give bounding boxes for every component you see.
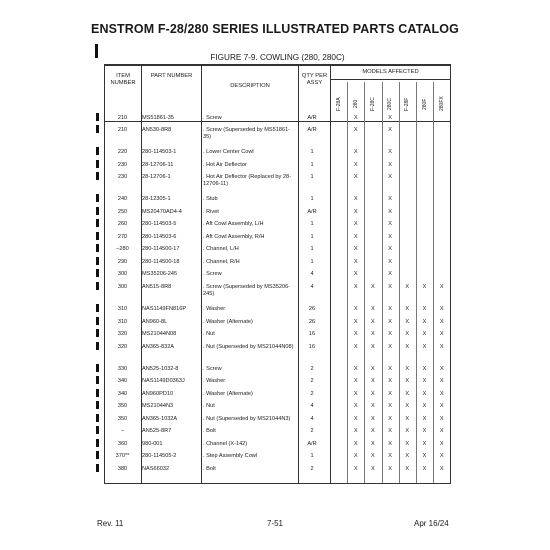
- item-number: 250: [117, 209, 128, 215]
- figure-title: FIGURE 7-9. COWLING (280, 280C): [104, 51, 451, 65]
- part-number: 28-12706-1: [142, 174, 171, 180]
- header-model-f-28f: F-28F: [404, 97, 411, 111]
- header-model-f-28c: F-28C: [369, 97, 376, 111]
- revision-bar: [96, 282, 99, 290]
- part-number: MS51861-35: [142, 115, 175, 121]
- model-applicability-mark: X: [353, 127, 358, 133]
- quantity: 2: [310, 366, 314, 372]
- part-number: AN960PD10: [142, 391, 174, 397]
- quantity: 2: [310, 378, 314, 384]
- model-applicability-mark: X: [371, 466, 375, 472]
- item-number: 210: [117, 115, 128, 121]
- model-applicability-mark: X: [388, 127, 392, 133]
- model-applicability-mark: X: [388, 162, 392, 168]
- model-applicability-mark: X: [422, 284, 427, 290]
- model-applicability-mark: X: [422, 378, 427, 384]
- model-applicability-mark: X: [353, 271, 358, 277]
- model-applicability-mark: X: [353, 115, 358, 121]
- part-number: MS35206-245: [142, 271, 178, 277]
- model-applicability-mark: X: [388, 209, 392, 215]
- quantity: 2: [310, 391, 314, 397]
- revision-bar: [96, 304, 99, 312]
- item-number: 310: [117, 306, 128, 312]
- model-applicability-mark: X: [439, 428, 444, 434]
- description: . Lower Center Cowl: [203, 149, 254, 155]
- quantity: 4: [310, 271, 314, 277]
- description: . Hot Air Deflector (Replaced by 28-12706-11): [203, 174, 291, 187]
- item-number: 260: [117, 221, 128, 227]
- model-applicability-mark: X: [371, 344, 375, 350]
- header-model-280f: 280F: [421, 98, 428, 110]
- quantity: 26: [308, 319, 316, 325]
- header-model-280fx: 280FX: [438, 96, 445, 112]
- model-applicability-mark: X: [405, 306, 410, 312]
- quantity: 1: [310, 453, 314, 459]
- model-applicability-mark: X: [422, 403, 427, 409]
- model-applicability-mark: X: [388, 259, 392, 265]
- header-model-280: 280: [352, 99, 359, 109]
- model-applicability-mark: X: [353, 306, 358, 312]
- item-number: –280: [116, 246, 129, 252]
- description: . Channel, R/H: [203, 259, 240, 265]
- item-number: 230: [117, 162, 128, 168]
- revision-bar: [96, 232, 99, 240]
- model-applicability-mark: X: [353, 221, 358, 227]
- item-number: 300: [117, 284, 128, 290]
- model-applicability-mark: X: [439, 366, 444, 372]
- part-number: 280-114505-2: [142, 453, 177, 459]
- footer-page-number: 7-51: [266, 519, 283, 528]
- model-applicability-mark: X: [353, 466, 358, 472]
- revision-bar: [96, 113, 99, 121]
- description: . Stub: [203, 196, 218, 202]
- quantity: 4: [310, 416, 314, 422]
- part-number: 28-12305-1: [142, 196, 171, 202]
- model-applicability-mark: X: [353, 209, 358, 215]
- model-applicability-mark: X: [388, 344, 392, 350]
- model-applicability-mark: X: [405, 344, 410, 350]
- model-applicability-mark: X: [371, 331, 375, 337]
- model-applicability-mark: X: [388, 115, 392, 121]
- description: . Washer: [203, 378, 226, 384]
- part-number: 280-114503-1: [142, 149, 177, 155]
- model-applicability-mark: X: [371, 378, 375, 384]
- model-applicability-mark: X: [439, 466, 444, 472]
- model-applicability-mark: X: [388, 378, 392, 384]
- model-applicability-mark: X: [422, 331, 427, 337]
- part-number: NAS66032: [142, 466, 170, 472]
- header-models-affected: MODELS AFFECTED: [362, 69, 419, 75]
- model-applicability-mark: X: [439, 284, 444, 290]
- part-number: AN365-832A: [142, 344, 175, 350]
- model-column-divider: [364, 82, 365, 483]
- model-applicability-mark: X: [353, 259, 358, 265]
- item-number: 290: [117, 259, 128, 265]
- model-applicability-mark: X: [405, 331, 410, 337]
- model-applicability-mark: X: [353, 378, 358, 384]
- model-applicability-mark: X: [405, 453, 410, 459]
- model-applicability-mark: X: [353, 174, 358, 180]
- revision-bar: [96, 160, 99, 168]
- model-applicability-mark: X: [422, 344, 427, 350]
- part-number: 280-114500-18: [142, 259, 180, 265]
- model-applicability-mark: X: [353, 403, 358, 409]
- model-applicability-mark: X: [422, 391, 427, 397]
- model-applicability-mark: X: [371, 428, 375, 434]
- item-number: 340: [117, 378, 128, 384]
- part-number: AN515-8R8: [142, 284, 172, 290]
- part-number: MS21044N3: [142, 403, 174, 409]
- quantity: 4: [310, 403, 314, 409]
- revision-bar: [96, 257, 99, 265]
- revision-bar: [96, 364, 99, 372]
- model-applicability-mark: X: [353, 234, 358, 240]
- model-applicability-mark: X: [422, 416, 427, 422]
- quantity: 1: [310, 174, 314, 180]
- model-applicability-mark: X: [371, 319, 375, 325]
- model-applicability-mark: X: [439, 378, 444, 384]
- model-applicability-mark: X: [405, 319, 410, 325]
- description: . Screw: [203, 271, 222, 277]
- header-model-f-28a: F-28A: [335, 97, 342, 111]
- model-applicability-mark: X: [439, 319, 444, 325]
- model-applicability-mark: X: [353, 391, 358, 397]
- model-applicability-mark: X: [422, 453, 427, 459]
- description: . Rivet: [203, 209, 219, 215]
- part-number: AN365-1032A: [142, 416, 178, 422]
- model-applicability-mark: X: [388, 149, 392, 155]
- quantity: 2: [310, 466, 314, 472]
- revision-bar: [96, 125, 99, 133]
- description: . Screw (Superseded by MS35206-245): [203, 284, 291, 297]
- description: . Nut: [203, 403, 215, 409]
- part-number: NAS1149D0363J: [142, 378, 185, 384]
- item-number: 370**: [115, 453, 130, 459]
- model-applicability-mark: X: [371, 441, 375, 447]
- footer-date: Apr 16/24: [414, 519, 449, 528]
- quantity: 1: [310, 259, 314, 265]
- quantity: A/R: [307, 441, 317, 447]
- model-applicability-mark: X: [353, 319, 358, 325]
- column-divider: [330, 66, 331, 483]
- header-qty: QTY PER ASSY: [301, 73, 328, 86]
- quantity: 1: [310, 234, 314, 240]
- models-header-divider: [330, 79, 450, 80]
- item-number: –: [120, 428, 125, 434]
- revision-bar: [96, 317, 99, 325]
- revision-bar: [96, 414, 99, 422]
- description: . Nut (Superseded by MS21044N3): [203, 416, 291, 422]
- model-applicability-mark: X: [405, 441, 410, 447]
- item-number: 300: [117, 271, 128, 277]
- quantity: 1: [310, 162, 314, 168]
- description: . Channel, L/H: [203, 246, 239, 252]
- part-number: MS20470AD4-4: [142, 209, 182, 215]
- model-applicability-mark: X: [405, 403, 410, 409]
- description: . Nut (Superseded by MS21044N08): [203, 344, 294, 350]
- model-applicability-mark: X: [388, 331, 392, 337]
- part-number: 280-114503-5: [142, 221, 177, 227]
- model-applicability-mark: X: [371, 453, 375, 459]
- model-applicability-mark: X: [353, 246, 358, 252]
- description: . Nut: [203, 331, 215, 337]
- model-applicability-mark: X: [388, 391, 392, 397]
- catalog-title: ENSTROM F-28/280 SERIES ILLUSTRATED PARTS CATALOG: [91, 22, 459, 36]
- model-applicability-mark: X: [371, 284, 375, 290]
- model-applicability-mark: X: [371, 306, 375, 312]
- model-applicability-mark: X: [388, 284, 392, 290]
- item-number: 310: [117, 319, 128, 325]
- model-applicability-mark: X: [439, 344, 444, 350]
- description: . Washer (Alternate): [203, 391, 253, 397]
- header-description: DESCRIPTION: [230, 83, 270, 89]
- item-number: 350: [117, 403, 128, 409]
- description: . Hot Air Deflector: [203, 162, 247, 168]
- revision-bar: [96, 451, 99, 459]
- model-applicability-mark: X: [371, 391, 375, 397]
- item-number: 270: [117, 234, 128, 240]
- model-applicability-mark: X: [422, 319, 427, 325]
- revision-bar: [96, 389, 99, 397]
- part-number: AN525-1032-8: [142, 366, 179, 372]
- header-model-280c: 280C: [387, 98, 394, 110]
- model-applicability-mark: X: [405, 391, 410, 397]
- item-number: 380: [117, 466, 128, 472]
- model-applicability-mark: X: [353, 344, 358, 350]
- revision-bar: [96, 244, 99, 252]
- quantity: 1: [310, 149, 314, 155]
- quantity: A/R: [307, 209, 317, 215]
- part-number: 28-12706-11: [142, 162, 174, 168]
- model-applicability-mark: X: [439, 331, 444, 337]
- description: . Washer (Alternate): [203, 319, 253, 325]
- model-applicability-mark: X: [405, 416, 410, 422]
- revision-bar: [95, 44, 98, 58]
- model-applicability-mark: X: [353, 162, 358, 168]
- model-applicability-mark: X: [353, 196, 358, 202]
- model-applicability-mark: X: [353, 441, 358, 447]
- quantity: A/R: [307, 115, 317, 121]
- description: . Aft Cowl Assembly, L/H: [203, 221, 264, 227]
- model-applicability-mark: X: [388, 306, 392, 312]
- quantity: 1: [310, 196, 314, 202]
- description: . Bolt: [203, 466, 216, 472]
- model-applicability-mark: X: [353, 416, 358, 422]
- header-part-number: PART NUMBER: [150, 73, 193, 79]
- item-number: 240: [117, 196, 128, 202]
- revision-bar: [96, 219, 99, 227]
- model-applicability-mark: X: [388, 466, 392, 472]
- model-applicability-mark: X: [422, 466, 427, 472]
- model-applicability-mark: X: [388, 441, 392, 447]
- revision-bar: [96, 194, 99, 202]
- quantity: 1: [310, 221, 314, 227]
- model-applicability-mark: X: [422, 428, 427, 434]
- model-applicability-mark: X: [439, 441, 444, 447]
- model-column-divider: [382, 82, 383, 483]
- description: . Washer: [203, 306, 226, 312]
- model-applicability-mark: X: [388, 234, 392, 240]
- model-applicability-mark: X: [353, 453, 358, 459]
- part-number: 280-114503-6: [142, 234, 177, 240]
- revision-bar: [96, 439, 99, 447]
- model-applicability-mark: X: [353, 428, 358, 434]
- model-column-divider: [399, 82, 400, 483]
- model-applicability-mark: X: [388, 403, 392, 409]
- part-number: MS21044N08: [142, 331, 177, 337]
- item-number: 210: [117, 127, 128, 133]
- revision-bar: [96, 464, 99, 472]
- model-applicability-mark: X: [422, 441, 427, 447]
- model-column-divider: [347, 82, 348, 483]
- item-number: 230: [117, 174, 128, 180]
- model-applicability-mark: X: [439, 391, 444, 397]
- model-applicability-mark: X: [388, 428, 392, 434]
- description: . Screw (Superseded by MS51861-35): [203, 127, 291, 140]
- model-applicability-mark: X: [388, 221, 392, 227]
- quantity: A/R: [307, 127, 317, 133]
- model-applicability-mark: X: [439, 403, 444, 409]
- description: . Aft Cowl Assembly, R/H: [203, 234, 265, 240]
- model-applicability-mark: X: [405, 378, 410, 384]
- revision-bar: [96, 426, 99, 434]
- model-applicability-mark: X: [353, 284, 358, 290]
- footer-revision: Rev. 11: [97, 519, 124, 528]
- part-number: NAS1149FN816P: [142, 306, 187, 312]
- revision-bar: [96, 207, 99, 215]
- model-column-divider: [416, 82, 417, 483]
- part-number: AN960-8L: [142, 319, 168, 325]
- revision-bar: [96, 342, 99, 350]
- model-applicability-mark: X: [353, 366, 358, 372]
- model-applicability-mark: X: [353, 331, 358, 337]
- description: . Bolt: [203, 428, 216, 434]
- quantity: 16: [308, 331, 316, 337]
- model-applicability-mark: X: [405, 466, 410, 472]
- model-applicability-mark: X: [371, 416, 375, 422]
- model-applicability-mark: X: [439, 416, 444, 422]
- model-applicability-mark: X: [388, 366, 392, 372]
- part-number: AN525-8R7: [142, 428, 172, 434]
- model-applicability-mark: X: [388, 319, 392, 325]
- revision-bar: [96, 376, 99, 384]
- model-applicability-mark: X: [439, 306, 444, 312]
- model-applicability-mark: X: [422, 306, 427, 312]
- item-number: 220: [117, 149, 128, 155]
- revision-bar: [96, 329, 99, 337]
- header-item-number: ITEM NUMBER: [110, 73, 136, 86]
- model-applicability-mark: X: [388, 196, 392, 202]
- model-applicability-mark: X: [371, 366, 375, 372]
- description: . Screw: [203, 115, 222, 121]
- item-number: 330: [117, 366, 128, 372]
- model-applicability-mark: X: [353, 149, 358, 155]
- quantity: 26: [308, 306, 316, 312]
- part-number: 280-114500-17: [142, 246, 180, 252]
- description: . Step Assembly Cowl: [203, 453, 258, 459]
- parts-table: [104, 65, 451, 484]
- model-applicability-mark: X: [439, 453, 444, 459]
- model-applicability-mark: X: [388, 271, 392, 277]
- model-applicability-mark: X: [388, 453, 392, 459]
- revision-bar: [96, 269, 99, 277]
- model-applicability-mark: X: [371, 403, 375, 409]
- model-applicability-mark: X: [405, 284, 410, 290]
- item-number: 340: [117, 391, 128, 397]
- item-number: 320: [117, 344, 128, 350]
- model-applicability-mark: X: [422, 366, 427, 372]
- model-applicability-mark: X: [405, 428, 410, 434]
- part-number: 980-001: [142, 441, 163, 447]
- quantity: 4: [310, 284, 314, 290]
- model-applicability-mark: X: [388, 416, 392, 422]
- item-number: 350: [117, 416, 128, 422]
- model-applicability-mark: X: [388, 246, 392, 252]
- part-number: AN530-8R8: [142, 127, 172, 133]
- item-number: 320: [117, 331, 128, 337]
- revision-bar: [96, 401, 99, 409]
- model-applicability-mark: X: [405, 366, 410, 372]
- quantity: 16: [308, 344, 316, 350]
- quantity: 2: [310, 428, 314, 434]
- model-applicability-mark: X: [388, 174, 392, 180]
- description: . Screw: [203, 366, 222, 372]
- quantity: 1: [310, 246, 314, 252]
- item-number: 360: [117, 441, 128, 447]
- revision-bar: [96, 172, 99, 180]
- model-column-divider: [433, 82, 434, 483]
- description: . Channel (X-142): [203, 441, 248, 447]
- revision-bar: [96, 147, 99, 155]
